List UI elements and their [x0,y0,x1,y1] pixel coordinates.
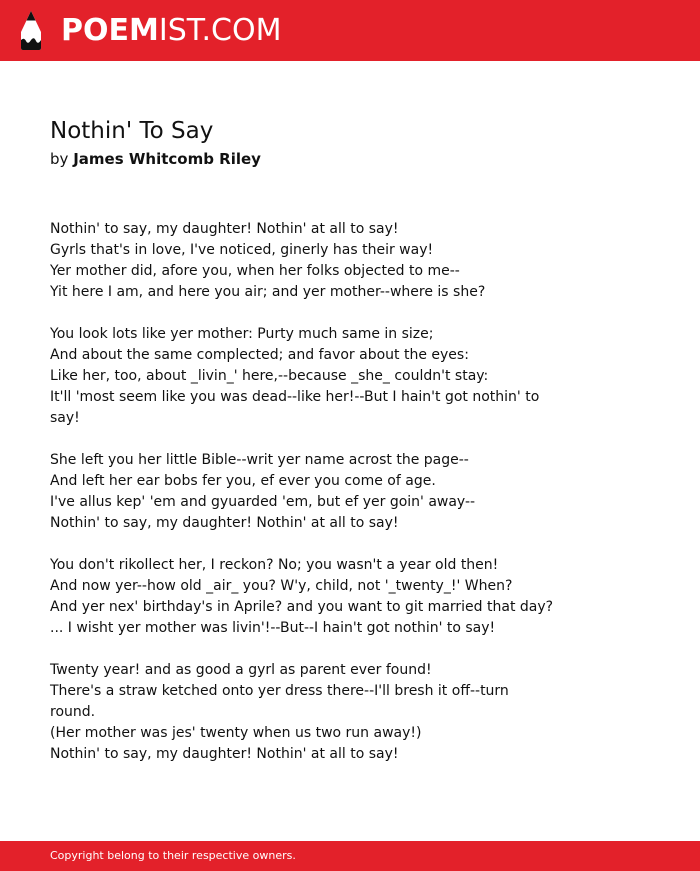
poem-line: There's a straw ketched onto yer dress there--I'll bresh it off--turn round. [50,683,509,720]
poem-line: Nothin' to say, my daughter! Nothin' at all to say! [50,515,399,531]
stanza-5 [50,660,550,765]
stanza-4 [50,555,554,639]
poem-line: And about the same complected; and favor about the eyes: [50,347,469,363]
poem-line: Gyrls that's in love, I've noticed, ginerly has their way! [50,242,434,258]
stanza-2 [50,324,550,429]
poem-line: Twenty year! and as good a gyrl as parent ever found! [50,662,432,678]
poem-line: Like her, too, about _livin_' here,--because _she_ couldn't stay: [50,368,489,384]
poem-line: Yer mother did, afore you, when her folks objected to me-- [50,263,460,279]
poem-line: You look lots like yer mother: Purty much same in size; [50,326,434,342]
poem-line: You don't rikollect her, I reckon? No; you wasn't a year old then! [50,557,499,573]
stanza-3 [50,450,550,534]
author-name[interactable]: James Whitcomb Riley [73,150,261,168]
poem-line: Nothin' to say, my daughter! Nothin' at all to say! [50,221,399,237]
poem-line: And now yer--how old _air_ you? W'y, child, not '_twenty_!' When? [50,578,513,594]
copyright-text: Copyright belong to their respective owners. [50,849,296,862]
poem-line: (Her mother was jes' twenty when us two run away!) [50,725,422,741]
poem-line: It'll 'most seem like you was dead--like her!--But I hain't got nothin' to say! [50,389,540,426]
stanza-1 [50,219,550,303]
site-logo-text[interactable] [61,11,281,51]
poem-line: ... I wisht yer mother was livin'!--But--I hain't got nothin' to say! [50,620,496,636]
site-footer [0,841,700,871]
poem-line: I've allus kep' 'em and gyuarded 'em, but ef yer goin' away-- [50,494,476,510]
poem-line: Yit here I am, and here you air; and yer mother--where is she? [50,284,486,300]
brand-light: IST.COM [158,13,282,48]
by-label: by [50,150,69,168]
poem-title: Nothin' To Say [50,118,214,144]
poem-line: Nothin' to say, my daughter! Nothin' at all to say! [50,746,399,762]
poem-line: She left you her little Bible--writ yer name acrost the page-- [50,452,469,468]
pencil-tip-icon[interactable] [18,10,44,51]
poem-heading [50,114,550,170]
brand-bold: POEM [61,13,159,48]
poem-line: And yer nex' birthday's in Aprile? and you want to git married that day? [50,599,554,615]
site-header [0,0,700,61]
poem-line: And left her ear bobs fer you, ef ever you come of age. [50,473,436,489]
poem-body [50,219,554,786]
byline [50,148,550,170]
